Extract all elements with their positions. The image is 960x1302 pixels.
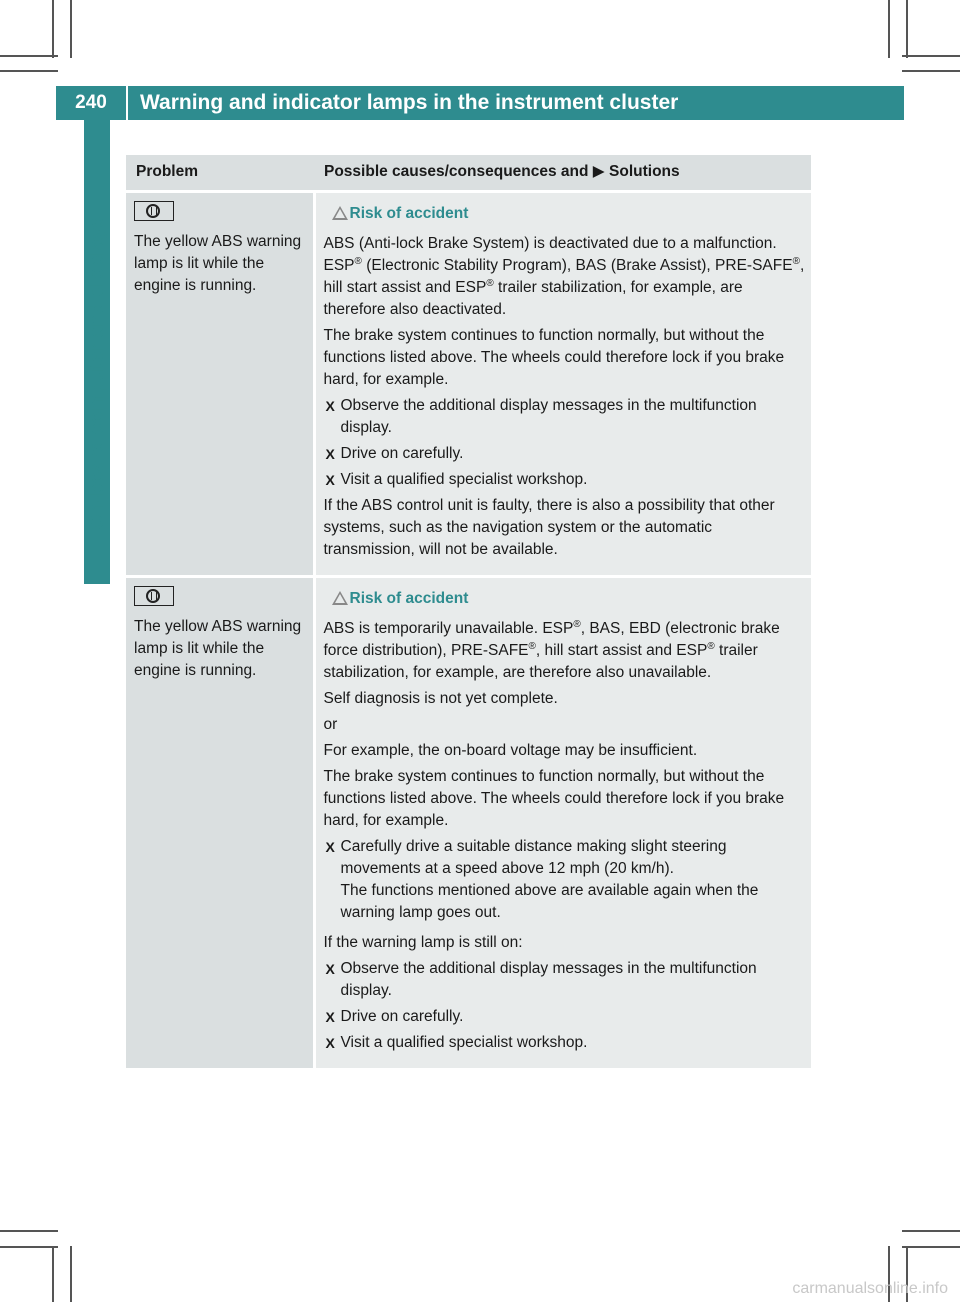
- paragraph: [324, 618, 806, 684]
- crop-mark: [0, 1230, 58, 1232]
- step-marker-icon: X: [325, 1034, 335, 1051]
- table-row: [126, 191, 811, 576]
- problem-cell: [126, 576, 314, 1068]
- crop-mark: [902, 1246, 960, 1248]
- step-text: Drive on carefully.: [340, 444, 464, 462]
- paragraph: If the warning lamp is still on:: [323, 933, 523, 951]
- problem-cell: [126, 191, 314, 576]
- warning-triangle-icon: [332, 206, 348, 220]
- crop-mark: [906, 0, 908, 58]
- step-text: Visit a qualified specialist workshop.: [340, 1033, 588, 1051]
- text-span: trailer stabilization, for example, are therefore also unavailable.: [323, 641, 758, 681]
- text-span: , BAS, EBD (electronic brake force distribution), PRE-SAFE: [323, 619, 780, 659]
- warning-lamps-table: [126, 155, 811, 1068]
- registered-mark: ®: [707, 640, 715, 652]
- step-item: [324, 958, 806, 1002]
- solution-cell: [314, 576, 811, 1068]
- paragraph: Self diagnosis is not yet complete.: [323, 689, 558, 707]
- text-span: ABS is temporarily unavailable. ESP: [323, 619, 574, 637]
- crop-mark: [52, 0, 54, 58]
- arrow-icon: ▶: [592, 163, 605, 181]
- step-item: [324, 1032, 806, 1054]
- step-marker-icon: X: [325, 397, 335, 414]
- paragraph: For example, the on-board voltage may be insufficient.: [323, 741, 698, 759]
- step-marker-icon: X: [325, 1008, 335, 1025]
- step-text: Drive on carefully.: [340, 1007, 464, 1025]
- step-note: The functions mentioned above are available again when the warning lamp goes out.: [340, 881, 759, 921]
- text-span: (Electronic Stability Program), BAS (Brake Assist), PRE-SAFE: [361, 256, 793, 274]
- abs-lamp-icon: [134, 201, 174, 221]
- step-item: [324, 1006, 806, 1028]
- paragraph: or: [323, 715, 338, 733]
- registered-mark: ®: [354, 255, 362, 267]
- text-span: , hill start assist and ESP: [535, 641, 708, 659]
- header-solutions-suffix: Solutions: [609, 163, 680, 181]
- page-number: 240: [75, 92, 107, 113]
- column-header-problem: Problem: [126, 155, 314, 191]
- warning-heading: [324, 203, 806, 225]
- problem-text: The yellow ABS warning lamp is lit while the engine is running.: [134, 617, 302, 679]
- step-marker-icon: X: [325, 838, 335, 855]
- crop-mark: [70, 0, 72, 58]
- registered-mark: ®: [573, 618, 581, 630]
- warning-label: Risk of accident: [349, 204, 469, 222]
- crop-mark: [0, 55, 58, 57]
- step-text: Observe the additional display messages in the multifunction display.: [340, 396, 757, 436]
- step-marker-icon: X: [325, 471, 335, 488]
- side-section-label: [87, 510, 107, 530]
- registered-mark: ®: [486, 277, 494, 289]
- step-text: Observe the additional display messages in the multifunction display.: [340, 959, 757, 999]
- table-row: [126, 576, 811, 1068]
- paragraph: If the ABS control unit is faulty, there is also a possibility that other systems, such as the navigation system or the automatic transmission, will not be available.: [323, 496, 775, 558]
- step-item: [324, 469, 806, 491]
- watermark: carmanualsonline.info: [792, 1280, 948, 1297]
- registered-mark: ®: [792, 255, 800, 267]
- crop-mark: [888, 0, 890, 58]
- crop-mark: [0, 70, 58, 72]
- header-solutions-prefix: Possible causes/consequences and: [324, 163, 589, 181]
- crop-mark: [52, 1246, 54, 1302]
- step-marker-icon: X: [325, 445, 335, 462]
- warning-triangle-icon: [332, 591, 348, 605]
- abs-lamp-icon: [134, 586, 174, 606]
- crop-mark: [0, 1246, 58, 1248]
- text-span: trailer stabilization, for example, are therefore also deactivated.: [323, 278, 743, 318]
- paragraph: The brake system continues to function normally, but without the functions listed above. The wheels could therefore lock if you brake hard, for example.: [323, 767, 785, 829]
- text-span: ABS (Anti-lock Brake System) is deactivated due to a malfunction. ESP: [323, 234, 777, 274]
- solution-cell: [314, 191, 811, 576]
- column-header-solutions: [314, 155, 811, 191]
- crop-mark: [902, 55, 960, 57]
- crop-mark: [902, 70, 960, 72]
- step-marker-icon: X: [325, 960, 335, 977]
- warning-label: Risk of accident: [349, 589, 469, 607]
- paragraph: The brake system continues to function normally, but without the functions listed above. The wheels could therefore lock if you brake hard, for example.: [323, 326, 785, 388]
- paragraph: [324, 233, 806, 321]
- registered-mark: ®: [528, 640, 536, 652]
- step-item: [324, 395, 806, 439]
- step-item: [324, 443, 806, 465]
- text-span: , hill start assist and ESP: [323, 256, 805, 296]
- warning-heading: [324, 588, 806, 610]
- step-item: [324, 836, 806, 924]
- step-text: Visit a qualified specialist workshop.: [340, 470, 588, 488]
- crop-mark: [70, 1246, 72, 1302]
- crop-mark: [902, 1230, 960, 1232]
- problem-text: The yellow ABS warning lamp is lit while the engine is running.: [134, 232, 302, 294]
- step-text: Carefully drive a suitable distance making slight steering movements at a speed above 12 mph (20 km/h).: [340, 837, 727, 877]
- table-header-row: [126, 155, 811, 191]
- header-separator: [126, 86, 128, 120]
- chapter-title: Warning and indicator lamps in the instrument cluster: [140, 91, 679, 114]
